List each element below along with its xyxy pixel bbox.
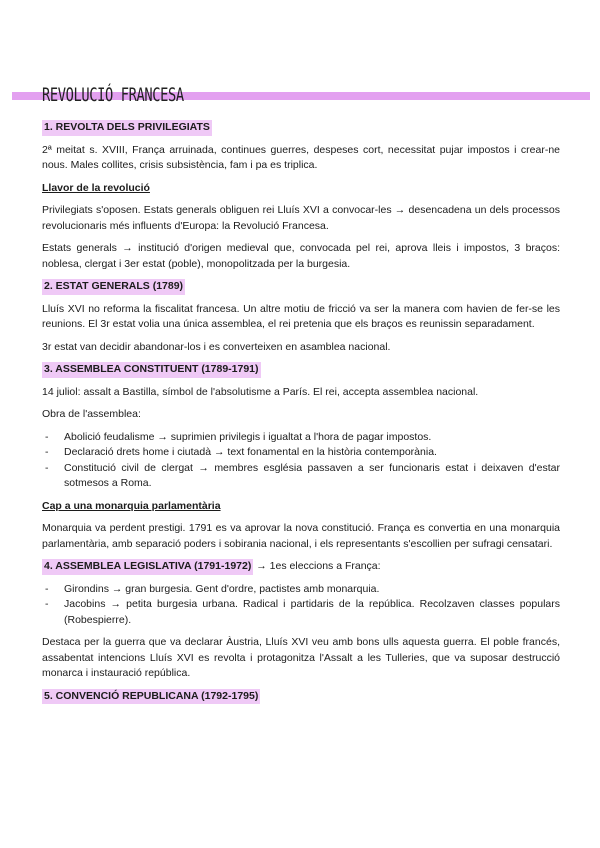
section-3-paragraph-1: 14 juliol: assalt a Bastilla, símbol de l'absolutisme a París. El rei, accepta assemblea nacional. — [42, 385, 479, 398]
section-5 — [42, 689, 560, 705]
page-title: REVOLUCIÓ FRANCESA — [42, 84, 184, 106]
section-1 — [42, 120, 560, 136]
section-1-heading: 1. REVOLTA DELS PRIVILEGIATS — [42, 120, 212, 136]
list-item: - Jacobins → petita burgesia urbana. Radical i partidaris de la república. Recolzaven classes populars (Robespierre). — [42, 597, 560, 628]
section-2-paragraph-2: 3r estat van decidir abandonar-los i es converteixen en asamblea nacional. — [42, 340, 391, 353]
section-2-paragraph-1: Lluís XVI no reforma la fiscalitat francesa. Un altre motiu de fricció va ser la manera com havien de fer-se les reunions. El 3r estat volia una única assemblea, el rei pretenia que els braços es reunissin separadament. — [42, 302, 560, 330]
section-5-heading: 5. CONVENCIÓ REPUBLICANA (1792-1795) — [42, 689, 260, 705]
section-1-paragraph-2: Privilegiats s'oposen. Estats generals obliguen rei Lluís XVI a convocar-les → desencadena un dels processos revolucionaris més influents d'Europa: la Revolució Francesa. — [42, 204, 560, 232]
section-2-heading: 2. ESTAT GENERALS (1789) — [42, 279, 185, 295]
list-item: - Girondins → gran burgesia. Gent d'ordre, pactistes amb monarquia. — [42, 582, 560, 598]
section-3-subheading: Cap a una monarquia parlamentària — [42, 499, 221, 512]
section-3 — [42, 362, 560, 378]
section-3-paragraph-2: Obra de l'assemblea: — [42, 408, 141, 420]
section-3-list — [42, 430, 560, 492]
section-1-subheading: Llavor de la revolució — [42, 181, 150, 194]
document-body — [42, 120, 560, 711]
section-4-paragraph-1: Destaca per la guerra que va declarar Àustria, Lluís XVI veu amb bons ulls aquesta guerra. El poble francés, assabentat intencions Lluís XVI es revolta i protagonitza l'Assalt a les Tulleries, que va suposar destrucció monarca i instauració república. — [42, 636, 560, 679]
list-item: - Constitució civil de clergat → membres església passaven a ser funcionaris estat i deixaven d'estar sotmesos a Roma. — [42, 461, 560, 492]
section-4-list — [42, 582, 560, 629]
section-3-paragraph-3: Monarquia va perdent prestigi. 1791 es va aprovar la nova constitució. França es convertia en una monarquia parlamentària, amb separació poders i sobirania nacional, i els representants s'escollien per sufragi censatari. — [42, 522, 560, 550]
section-4 — [42, 559, 560, 575]
section-4-heading-suffix: → 1es eleccions a França: — [253, 560, 381, 572]
section-1-paragraph-3: Estats generals → institució d'origen medieval que, convocada pel rei, aprova lleis i impostos, 3 braços: noblesa, clergat i 3er estat (poble), monopolitzada per la burgesia. — [42, 242, 560, 270]
section-4-heading: 4. ASSEMBLEA LEGISLATIVA (1791-1972) — [42, 559, 253, 575]
list-item: - Abolició feudalisme → suprimien privilegis i igualtat a l'hora de pagar impostos. — [42, 430, 560, 446]
section-3-heading: 3. ASSEMBLEA CONSTITUENT (1789-1791) — [42, 362, 261, 378]
section-1-paragraph-1: 2ª meitat s. XVIII, França arruinada, continues guerres, despeses cort, necessitat pujar impostos i crear-ne nous. Males collites, crisis subsistència, fam i pa es triplica. — [42, 143, 560, 171]
section-2 — [42, 279, 560, 295]
list-item: - Declaració drets home i ciutadà → text fonamental en la història contemporània. — [42, 445, 560, 461]
